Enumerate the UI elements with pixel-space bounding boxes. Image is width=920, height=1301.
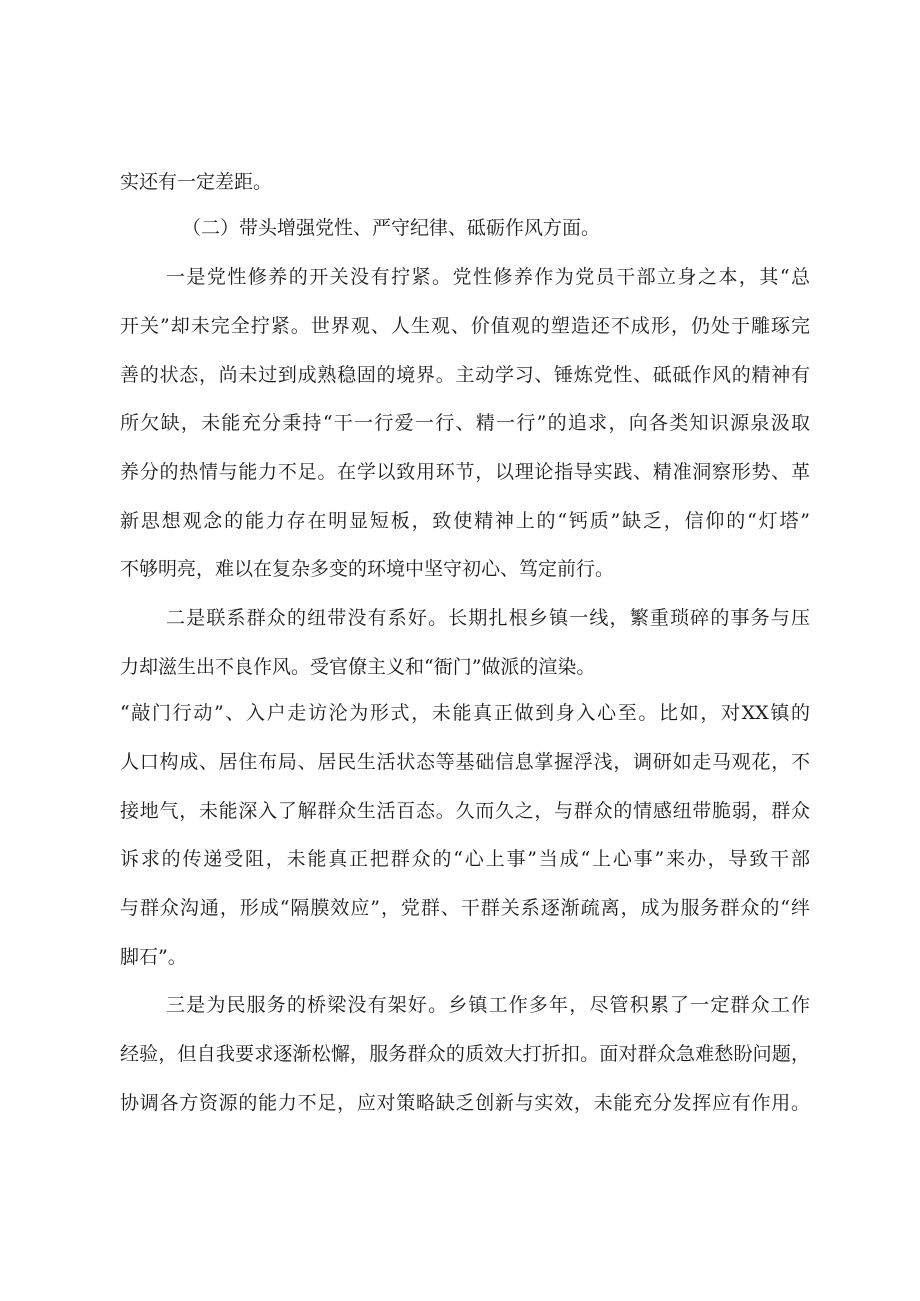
paragraph-line: 协调各方资源的能力不足，应对策略缺乏创新与实效，未能充分发挥应有作用。 — [120, 1092, 810, 1114]
paragraph-line: 脚石”。 — [120, 946, 187, 968]
paragraph-line: 三是为民服务的桥梁没有架好。乡镇工作多年，尽管积累了一定群众工作 — [166, 994, 810, 1016]
paragraph-line: 诉求的传递受阻，未能真正把群众的“心上事”当成“上心事”来办，导致干部 — [120, 848, 810, 870]
paragraph-line: 接地气，未能深入了解群众生活百态。久而久之，与群众的情感纽带脆弱，群众 — [120, 800, 810, 822]
paragraph-line: 与群众沟通，形成“隔膜效应”，党群、干群关系逐渐疏离，成为服务群众的“绊 — [120, 897, 810, 919]
paragraph-line: 开关”却未完全拧紧。世界观、人生观、价值观的塑造还不成形，仍处于雕琢完 — [120, 315, 810, 337]
paragraph-line: 新思想观念的能力存在明显短板，致使精神上的“钙质”缺乏，信仰的“灯塔” — [120, 510, 810, 532]
paragraph-line: 所欠缺，未能充分秉持“干一行爱一行、精一行”的追求，向各类知识源泉汲取 — [120, 412, 810, 434]
paragraph-line: 经验，但自我要求逐渐松懈，服务群众的质效大打折扣。面对群众急难愁盼问题， — [120, 1043, 810, 1065]
paragraph-line: 善的状态，尚未过到成熟稳固的境界。主动学习、锤炼党性、砥砥作风的精神有 — [120, 364, 810, 386]
section-heading: （二）带头增强党性、严守纪律、砥砺作风方面。 — [182, 217, 601, 239]
paragraph-line: 实还有一定差距。 — [120, 171, 273, 193]
paragraph-line: 不够明亮，难以在复杂多变的环境中坚守初心、笃定前行。 — [120, 558, 615, 580]
paragraph-line: 二是联系群众的纽带没有系好。长期扎根乡镇一线，繁重琐碎的事务与压 — [166, 607, 810, 629]
paragraph-line: 养分的热情与能力不足。在学以致用环节，以理论指导实践、精准洞察形势、革 — [120, 461, 810, 483]
paragraph-line: “敲门行动”、入户走访沦为形式，未能真正做到身入心至。比如，对XX镇的 — [120, 702, 810, 724]
paragraph-line: 人口构成、居住布局、居民生活状态等基础信息掌握浮浅，调研如走马观花，不 — [120, 751, 810, 773]
paragraph-line: 一是党性修养的开关没有拧紧。党性修养作为党员干部立身之本，其“总 — [166, 266, 810, 288]
paragraph-line: 力却滋生出不良作风。受官僚主义和“衙门”做派的渲染。 — [120, 656, 596, 678]
